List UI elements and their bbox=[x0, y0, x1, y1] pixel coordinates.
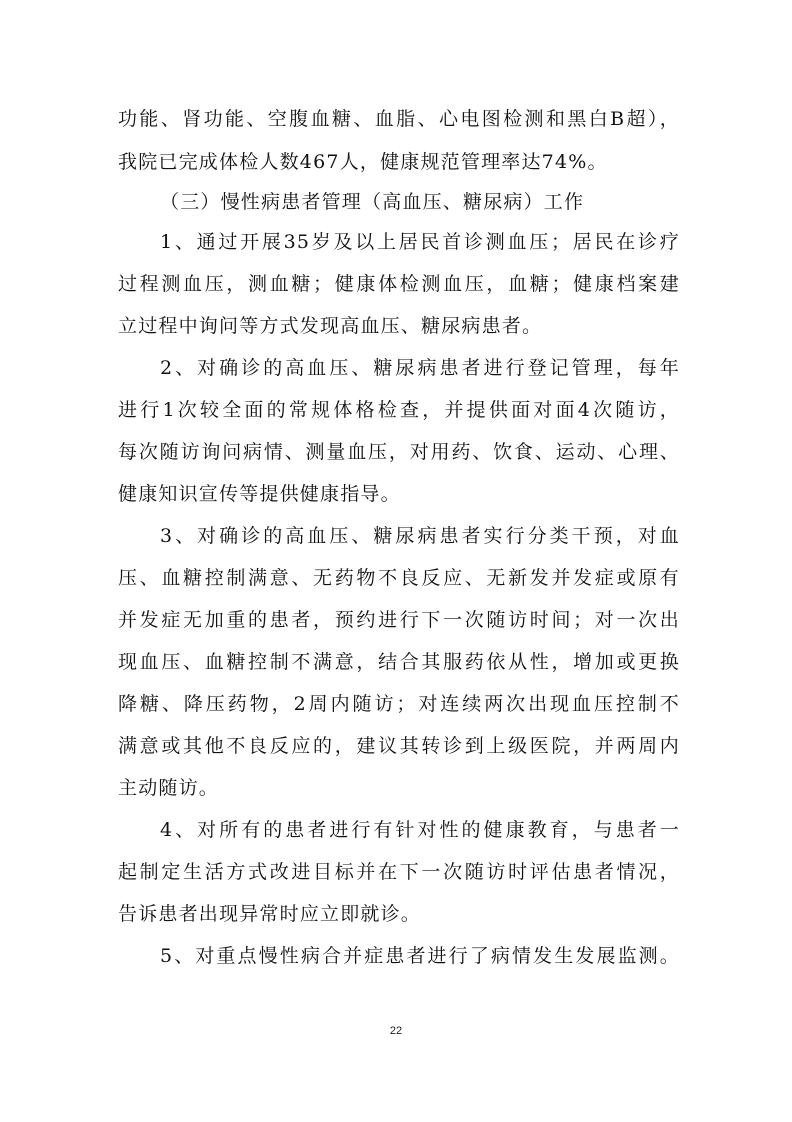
text-line: 4、对所有的患者进行有针对性的健康教育，与患者一 bbox=[160, 819, 680, 841]
text-line: 每次随访询问病情、测量血压，对用药、饮食、运动、心理、 bbox=[118, 441, 680, 463]
section-heading: （三）慢性病患者管理（高血压、糖尿病）工作 bbox=[160, 191, 585, 213]
text-line: 2、对确诊的高血压、糖尿病患者进行登记管理，每年 bbox=[160, 357, 680, 379]
text-line: 功能、肾功能、空腹血糖、血脂、心电图检测和黑白B超）， bbox=[118, 108, 680, 130]
text-line: 并发症无加重的患者，预约进行下一次随访时间；对一次出 bbox=[118, 609, 680, 631]
text-line: 现血压、血糖控制不满意，结合其服药依从性，增加或更换 bbox=[118, 651, 680, 673]
page-number: 22 bbox=[389, 1025, 403, 1037]
text-line: 降糖、降压药物，2周内随访；对连续两次出现血压控制不 bbox=[118, 693, 680, 715]
text-line: 满意或其他不良反应的，建议其转诊到上级医院，并两周内 bbox=[118, 735, 680, 757]
text-line: 告诉患者出现异常时应立即就诊。 bbox=[118, 903, 422, 925]
text-line: 我院已完成体检人数467人，健康规范管理率达74%。 bbox=[118, 151, 608, 173]
text-line: 1、通过开展35岁及以上居民首诊测血压；居民在诊疗 bbox=[160, 231, 680, 253]
text-line: 立过程中询问等方式发现高血压、糖尿病患者。 bbox=[118, 315, 543, 337]
text-line: 过程测血压，测血糖；健康体检测血压，血糖；健康档案建 bbox=[118, 273, 680, 295]
text-line: 进行1次较全面的常规体格检查，并提供面对面4次随访， bbox=[118, 399, 680, 421]
text-line: 5、对重点慢性病合并症患者进行了病情发生发展监测。 bbox=[160, 945, 680, 967]
text-line: 健康知识宣传等提供健康指导。 bbox=[118, 483, 401, 505]
text-line: 主动随访。 bbox=[118, 777, 220, 799]
text-line: 起制定生活方式改进目标并在下一次随访时评估患者情况， bbox=[118, 861, 680, 883]
text-line: 3、对确诊的高血压、糖尿病患者实行分类干预，对血 bbox=[160, 525, 680, 547]
text-line: 压、血糖控制满意、无药物不良反应、无新发并发症或原有 bbox=[118, 567, 680, 589]
